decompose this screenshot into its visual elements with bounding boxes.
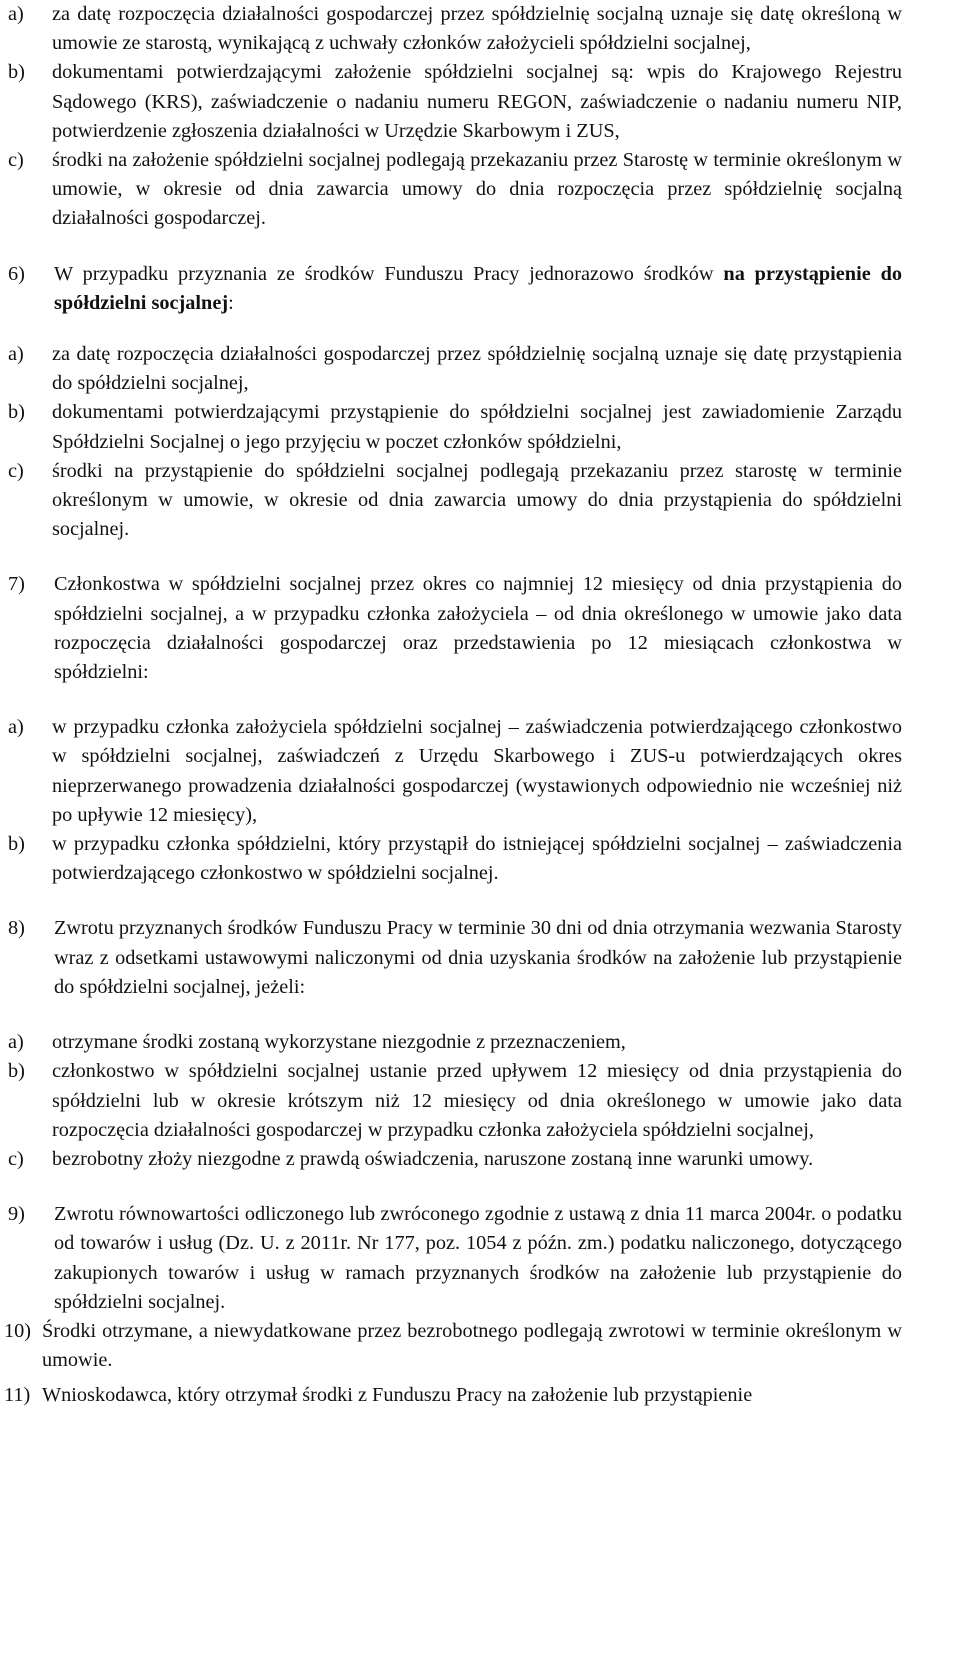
list-item-label: a) — [8, 716, 24, 739]
numbered-item-8 — [0, 914, 902, 1002]
list-item-label: c) — [8, 459, 24, 482]
list-item-text: bezrobotny złoży niezgodne z prawdą oświadczenia, naruszone zostaną inne warunki umowy. — [52, 1147, 814, 1170]
numbered-item-text: Zwrotu równowartości odliczonego lub zwróconego zgodnie z ustawą z dnia 11 marca 2004r. o podatku od towarów i usług (Dz. U. z 2011r. Nr 177, poz. 1054 z późn. zm.) podatku naliczonego, dotyczącego zakupionych towarów i usług w ramach przyznanych środków na założenie lub przystąpienie do spółdzielni socjalnej. — [54, 1203, 902, 1313]
numbered-item-text: Zwrotu przyznanych środków Funduszu Pracy w terminie 30 dni od dnia otrzymania wezwania Starosty wraz z odsetkami ustawowymi naliczonymi od dnia uzyskania środków na założenie lub przystąpienie do spółdzielni socjalnej, jeżeli: — [54, 917, 902, 998]
list-item — [0, 340, 902, 398]
list-item-label: b) — [8, 401, 25, 424]
item6-bold-text: na przystąpienie do spółdzielni socjalnej — [54, 262, 902, 314]
numbered-item-text: Środki otrzymane, a niewydatkowane przez bezrobotnego podlegają zwrotowi w terminie określonym w umowie. — [42, 1319, 902, 1372]
numbered-item-label: 7) — [8, 573, 25, 596]
numbered-item-text — [54, 260, 902, 318]
list-item — [0, 1028, 902, 1057]
numbered-item-7 — [0, 570, 902, 687]
list-item-text: za datę rozpoczęcia działalności gospodarczej przez spółdzielnię socjalną uznaje się datę określoną w umowie ze starostą, wynikającą z uchwały członków założycieli spółdzielni socjalnej, — [52, 3, 902, 55]
numbered-item-11 — [0, 1381, 902, 1410]
list-item — [0, 1145, 902, 1174]
list-item-text: otrzymane środki zostaną wykorzystane niezgodnie z przeznaczeniem, — [52, 1031, 626, 1054]
numbered-item-label: 11) — [4, 1384, 31, 1407]
list-item-text: dokumentami potwierdzającymi przystąpienie do spółdzielni socjalnej jest zawiadomienie Zarządu Spółdzielni Socjalnej o jego przyjęciu w poczet członków spółdzielni, — [52, 401, 902, 453]
list-item-text: środki na założenie spółdzielni socjalnej podlegają przekazaniu przez Starostę w terminie określonym w umowie, w okresie od dnia zawarcia umowy do dnia rozpoczęcia przez spółdzielnię socjalną działalności gospodarczej. — [52, 149, 902, 230]
list-item — [0, 1057, 902, 1145]
list-item-label: b) — [8, 833, 25, 856]
list-item-text: w przypadku członka założyciela spółdzielni socjalnej – zaświadczenia potwierdzającego członkostwo w spółdzielni socjalnej, zaświadczeń z Urzędu Skarbowego i ZUS-u potwierdzających okres nieprzerwanego prowadzenia działalności gospodarczej (wystawionych odpowiednio nie wcześniej niż po upływie 12 miesięcy), — [52, 716, 902, 826]
list-item — [0, 146, 902, 234]
numbered-item-text: Członkostwa w spółdzielni socjalnej przez okres co najmniej 12 miesięcy od dnia przystąpienia do spółdzielni socjalnej, a w przypadku członka założyciela – od dnia określonego w umowie jako data rozpoczęcia działalności gospodarczej oraz przedstawienia po 12 miesiącach członkostwa w spółdzielni: — [54, 573, 902, 684]
list-item-text: środki na przystąpienie do spółdzielni socjalnej podlegają przekazaniu przez starostę w terminie określonym w umowie, w okresie od dnia zawarcia umowy do dnia przystąpienia do spółdzielni socjalnej. — [52, 459, 902, 541]
list-item-text: członkostwo w spółdzielni socjalnej ustanie przed upływem 12 miesięcy od dnia przystąpienia do spółdzielni lub w okresie krótszym niż 12 miesięcy od dnia określonego w umowie jako data rozpoczęcia działalności gospodarczej w przypadku członka założyciela spółdzielni socjalnej, — [52, 1060, 902, 1141]
list-item-text: w przypadku członka spółdzielni, który przystąpił do istniejącej spółdzielni socjalnej – zaświadczenia potwierdzającego członkostwo w spółdzielni socjalnej. — [52, 833, 902, 885]
list-item — [0, 457, 902, 545]
list-item-label: a) — [8, 1031, 24, 1054]
numbered-item-10 — [0, 1317, 902, 1375]
numbered-item-6 — [0, 260, 902, 318]
list-item — [0, 0, 902, 58]
list-item — [0, 58, 902, 146]
list-item-label: c) — [8, 149, 24, 172]
list-item-text: za datę rozpoczęcia działalności gospodarczej przez spółdzielnię socjalną uznaje się datę przystąpienia do spółdzielni socjalnej, — [52, 343, 902, 395]
numbered-item-label: 8) — [8, 917, 25, 940]
numbered-item-label: 9) — [8, 1203, 25, 1226]
list-item-text: dokumentami potwierdzającymi założenie spółdzielni socjalnej są: wpis do Krajowego Rejestru Sądowego (KRS), zaświadczenie o nadaniu numeru REGON, zaświadczenie o nadaniu numeru NIP, potwierdzenie zgłoszenia działalności w Urzędzie Skarbowym i ZUS, — [52, 61, 902, 142]
list-item-label: a) — [8, 343, 24, 366]
list-item-label: b) — [8, 61, 25, 84]
numbered-item-9 — [0, 1200, 902, 1317]
numbered-item-text: Wnioskodawca, który otrzymał środki z Funduszu Pracy na założenie lub przystąpienie — [42, 1384, 753, 1407]
list-item-label: c) — [8, 1147, 24, 1170]
list-item — [0, 398, 902, 456]
item6-tail: : — [228, 291, 234, 314]
list-item — [0, 713, 902, 830]
item6-text: W przypadku przyznania ze środków Funduszu Pracy jednorazowo środków — [54, 262, 714, 285]
list-item — [0, 830, 902, 888]
numbered-item-label: 6) — [8, 262, 25, 285]
list-item-label: b) — [8, 1060, 25, 1083]
list-item-label: a) — [8, 3, 24, 25]
numbered-item-label: 10) — [4, 1319, 32, 1342]
